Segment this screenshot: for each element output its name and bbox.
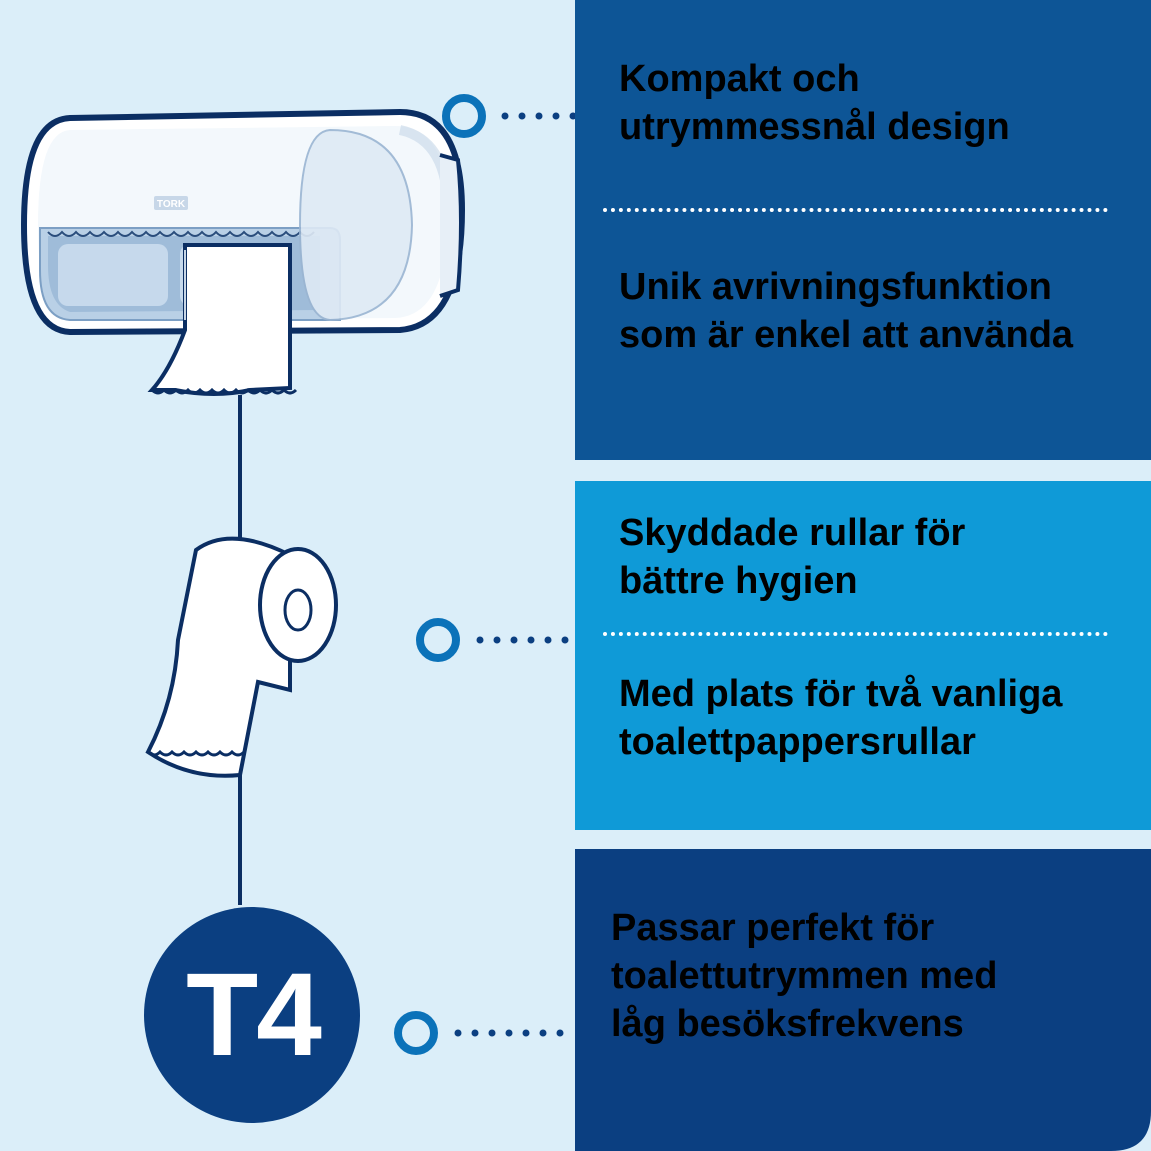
dispenser-icon bbox=[24, 112, 462, 394]
feature-capacity-text: Med plats för två vanliga toalettpappersrullar bbox=[619, 673, 1063, 763]
dotted-separator bbox=[603, 632, 1108, 636]
connector-circle-icon bbox=[420, 622, 569, 658]
connector-circle-icon bbox=[446, 98, 575, 134]
connector-circle-icon bbox=[398, 1015, 564, 1051]
feature-suitable-text: Passar perfekt för toalettutrymmen med låg besöksfrekvens bbox=[611, 907, 998, 1045]
panel-gap bbox=[575, 460, 1151, 481]
feature-protected-text: Skyddade rullar för bättre hygien bbox=[619, 512, 966, 602]
feature-compact-text: Kompakt och utrymmessnål design bbox=[619, 58, 1010, 148]
corner-curve bbox=[1111, 1111, 1151, 1151]
feature-tearoff-text: Unik avrivningsfunktion som är enkel att använda bbox=[619, 266, 1074, 356]
panel-gap bbox=[575, 830, 1151, 849]
badge-label: T4 bbox=[186, 949, 320, 1081]
toilet-roll-icon bbox=[148, 539, 336, 776]
brand-mark: TORK bbox=[156, 199, 186, 210]
dotted-separator bbox=[603, 208, 1108, 212]
